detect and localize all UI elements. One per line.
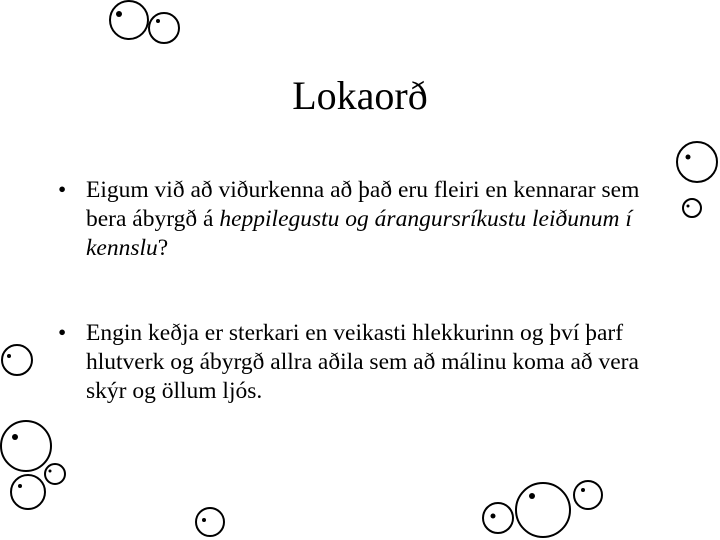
bubble-dot	[491, 514, 496, 519]
bullet-text-italic: heppilegustu og árangursríkustu leiðunum í kennslu	[86, 206, 632, 261]
bubble-icon	[2, 345, 32, 375]
bubble-icon	[149, 13, 179, 43]
bubble-icon	[683, 199, 701, 217]
bubble-dot	[12, 434, 18, 440]
bullet-marker: •	[58, 320, 67, 346]
bubble-dot	[49, 470, 52, 473]
bubble-dot	[686, 155, 691, 160]
bubble-icon	[11, 475, 45, 509]
bubble-dot	[116, 11, 122, 17]
bullet-text-end: ?	[157, 235, 169, 261]
bubble-dot	[687, 205, 690, 208]
bullet-marker: •	[58, 177, 67, 203]
bubble-dot	[529, 493, 535, 499]
bubble-icon	[483, 503, 513, 533]
bullet-text: Engin keðja er sterkari en veikasti hlekkurinn og því þarf hlutverk og ábyrgð allra aðila sem að málinu koma að vera skýr og öllum ljós.	[86, 320, 639, 404]
bubble-dot	[18, 484, 22, 488]
bubble-icon	[110, 1, 148, 39]
bubble-dot	[7, 354, 11, 358]
bubble-icon	[677, 142, 717, 182]
bubble-icon	[196, 508, 224, 536]
bubble-dot	[581, 488, 585, 492]
bubble-dot	[156, 19, 160, 23]
bubble-icon	[45, 464, 65, 484]
bullet-item	[58, 319, 658, 406]
bubble-icon	[574, 481, 602, 509]
bubble-icon	[1, 421, 51, 471]
slide-title-text: Lokaorð	[292, 73, 428, 118]
bullet-list	[58, 176, 658, 462]
bubble-icon	[516, 483, 570, 537]
slide-title	[0, 72, 720, 120]
bullet-text: Eigum við að viðurkenna að það eru fleiri en kennarar sem bera ábyrgð á	[86, 177, 640, 232]
bullet-item	[58, 176, 658, 263]
bubble-dot	[202, 518, 206, 522]
